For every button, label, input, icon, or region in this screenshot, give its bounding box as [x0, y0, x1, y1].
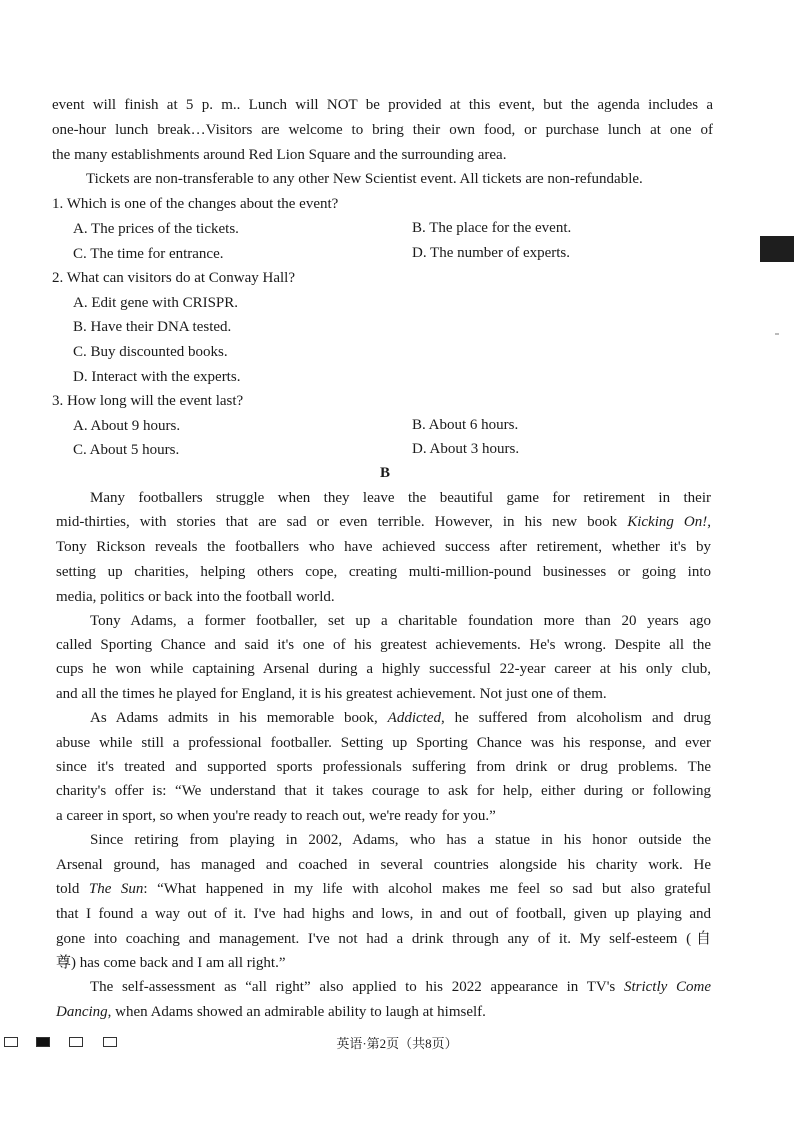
question-1-option-d: D. The number of experts.	[412, 245, 571, 261]
p5-line-1	[90, 977, 711, 997]
newspaper-title-the-sun: The Sun	[88, 881, 144, 897]
p4-line-2: Arsenal ground, has managed and coached in several countries alongside his charity work. He	[56, 857, 711, 873]
p4-line-4: that I found a way out of it. I've had highs and lows, in and out of football, given up playing and	[56, 906, 711, 922]
p4-line-6: 尊) has come back and I am all right.”	[56, 955, 286, 971]
question-2-stem: 2. What can visitors do at Conway Hall?	[52, 270, 296, 286]
p1-line-1: Many footballers struggle when they leave the beautiful game for retirement in their	[90, 490, 711, 506]
tv-show-title-part-2: Dancing	[56, 1004, 108, 1020]
p2-line-3: cups he won while captaining Arsenal during a highly successful 22-year career at his only club,	[56, 661, 711, 677]
question-1-option-b: B. The place for the event.	[412, 220, 572, 236]
p2-line-4: and all the times he played for England, it is his greatest achievement. Not just one of them.	[56, 686, 607, 702]
p1-line-4: setting up charities, helping others cope, creating multi-million-pound businesses or going into	[56, 564, 711, 580]
section-tab-marker	[760, 236, 794, 262]
p5-line-2	[56, 1002, 486, 1022]
p1-line-3: Tony Rickson reveals the footballers who have achieved success after retirement, whether it's by	[56, 539, 711, 555]
p3-line-3: since it's treated and supported sports professionals suffering from drink or drug problems. The	[56, 759, 711, 775]
p1-line-5: media, politics or back into the football world.	[56, 589, 335, 605]
question-3-option-a: A. About 9 hours.	[73, 418, 181, 434]
p3-line-2: abuse while still a professional footballer. Setting up Sporting Chance was his response, and ever	[56, 735, 711, 751]
p5-line-1-text: The self-assessment as “all right” also applied to his 2022 appearance in TV's	[90, 979, 624, 995]
p3-line-4: charity's offer is: “We understand that it takes courage to ask for help, either during or following	[56, 783, 711, 799]
book-title-kicking-on: Kicking On!	[627, 514, 708, 530]
question-2-option-a: A. Edit gene with CRISPR.	[73, 295, 239, 311]
p1-line-2-text: mid-thirties, with stories that are sad or even terrible. However, in his new book	[56, 514, 628, 530]
p3-line-1-text: As Adams admits in his memorable book,	[90, 710, 388, 726]
question-3-option-b: B. About 6 hours.	[412, 417, 519, 433]
passage-a-line-4: Tickets are non-transferable to any other New Scientist event. All tickets are non-refundable.	[86, 171, 643, 187]
passage-a-line-3: the many establishments around Red Lion Square and the surrounding area.	[52, 147, 507, 163]
question-1-stem: 1. Which is one of the changes about the event?	[52, 196, 339, 212]
passage-a-line-2: one-hour lunch break…Visitors are welcome to bring their own food, or purchase lunch at one of	[52, 122, 713, 138]
p4-line-5: gone into coaching and management. I've not had a drink through any of it. My self-esteem (自	[56, 931, 711, 947]
p4-line-1: Since retiring from playing in 2002, Adams, who has a statue in his honor outside the	[90, 832, 711, 848]
page-footer: 英语·第2页（共8页）	[336, 1036, 458, 1051]
tv-show-title-part-1: Strictly Come	[623, 979, 711, 995]
p3-line-1	[90, 708, 711, 728]
p2-line-1: Tony Adams, a former footballer, set up a charitable foundation more than 20 years ago	[90, 613, 711, 629]
question-3-option-d: D. About 3 hours.	[412, 441, 520, 457]
question-3-stem: 3. How long will the event last?	[52, 393, 244, 409]
question-1-option-c: C. The time for entrance.	[73, 246, 224, 262]
p1-line-2	[56, 512, 711, 532]
p1-line-2-punct: ,	[707, 514, 712, 530]
question-3-option-c: C. About 5 hours.	[73, 442, 180, 458]
scan-mark	[775, 333, 779, 335]
question-2-option-c: C. Buy discounted books.	[73, 344, 228, 360]
question-1-option-a: A. The prices of the tickets.	[73, 221, 239, 237]
p3-line-1-rest: , he suffered from alcoholism and drug	[441, 710, 711, 726]
p2-line-2: called Sporting Chance and said it's one of his greatest achievements. He's wrong. Despite all the	[56, 637, 711, 653]
p4-line-3-rest: : “What happened in my life with alcohol makes me feel so sad but also grateful	[143, 881, 712, 897]
section-b-heading: B	[379, 465, 390, 481]
question-2-option-d: D. Interact with the experts.	[73, 369, 241, 385]
p4-line-3-text: told	[56, 881, 89, 897]
book-title-addicted: Addicted	[387, 710, 441, 726]
question-2-option-b: B. Have their DNA tested.	[73, 319, 232, 335]
p5-line-2-rest: , when Adams showed an admirable ability to laugh at himself.	[107, 1004, 486, 1020]
passage-a-line-1: event will finish at 5 p. m.. Lunch will NOT be provided at this event, but the agenda includes a	[52, 97, 713, 113]
p3-line-5: a career in sport, so when you're ready to reach out, we're ready for you.”	[56, 808, 496, 824]
p4-line-3	[56, 879, 711, 899]
